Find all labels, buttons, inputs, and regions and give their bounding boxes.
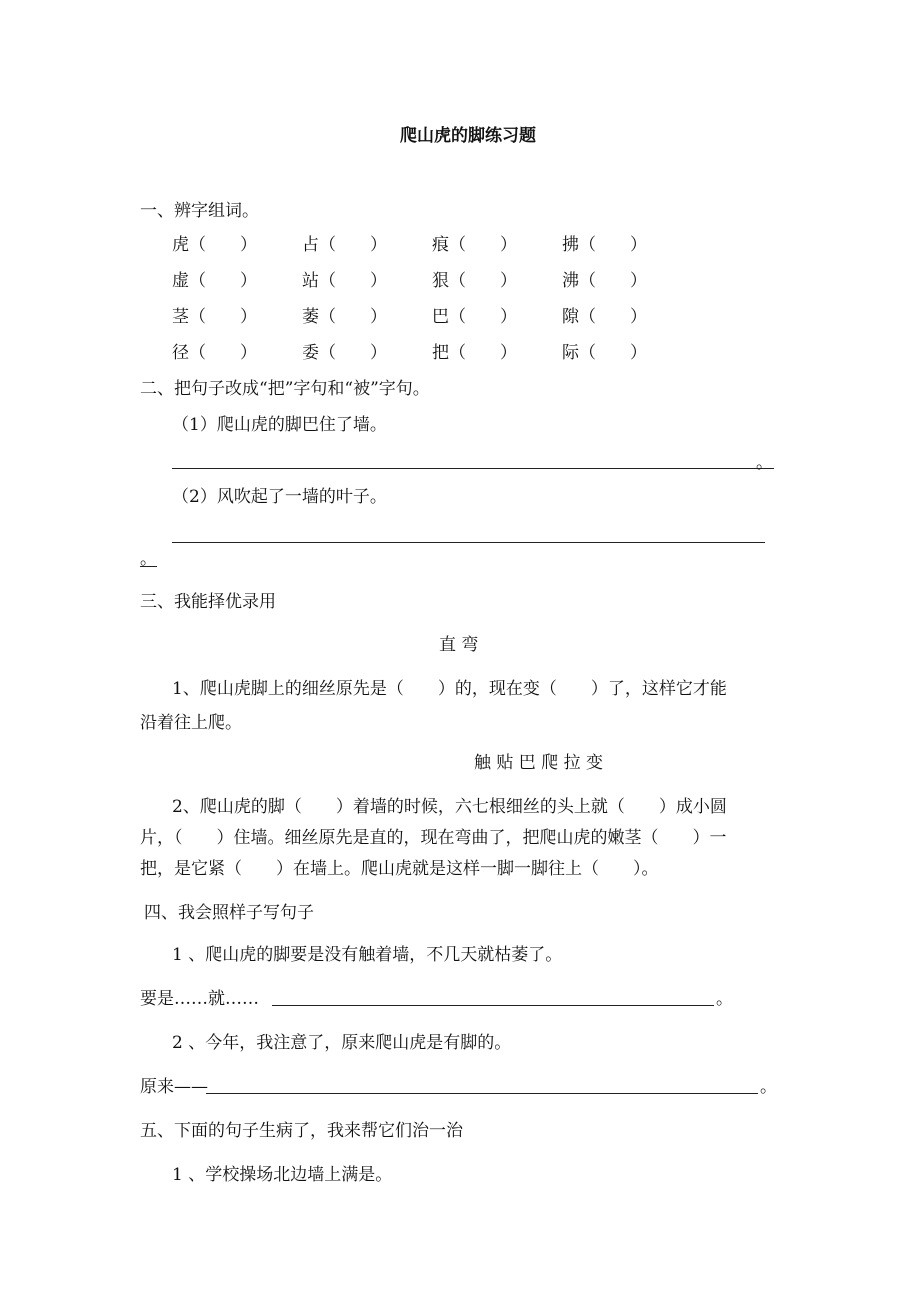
char-cell: 虚（ ） — [172, 271, 257, 291]
page-title: 爬山虎的脚练习题 — [400, 126, 536, 146]
answer-line[interactable] — [272, 1005, 714, 1006]
word-bank-2: 触 贴 巴 爬 拉 变 — [474, 753, 604, 773]
word-bank-1: 直 弯 — [439, 635, 479, 655]
char-cell: 拂（ ） — [562, 235, 647, 255]
answer-line[interactable] — [172, 542, 765, 543]
section3-question-2-cont: 把，是它紧（ ）在墙上。爬山虎就是这样一脚一脚往上（ ）。 — [140, 859, 659, 879]
section4-answer-1-prefix: 要是……就…… — [140, 989, 259, 1009]
section3-question-2-cont: 片，（ ）住墙。细丝原先是直的，现在弯曲了，把爬山虎的嫩茎（ ）一 — [140, 828, 727, 848]
answer-end-mark: 。 — [716, 989, 733, 1009]
char-cell: 虎（ ） — [172, 235, 257, 255]
section2-question-1: （1）爬山虎的脚巴住了墙。 — [172, 415, 387, 435]
char-cell: 萎（ ） — [302, 307, 387, 327]
section5-heading: 五、下面的句子生病了，我来帮它们治一治 — [140, 1121, 463, 1141]
section2-heading: 二、把句子改成“把”字句和“被”字句。 — [140, 379, 430, 399]
answer-end-mark: 。 — [756, 453, 773, 473]
char-cell: 把（ ） — [432, 343, 517, 363]
char-cell: 狠（ ） — [432, 271, 517, 291]
section3-heading: 三、我能择优录用 — [140, 592, 276, 612]
section4-heading: 四、我会照样子写句子 — [144, 903, 314, 923]
char-cell: 径（ ） — [172, 343, 257, 363]
section2-question-2: （2）风吹起了一墙的叶子。 — [172, 487, 387, 507]
section4-question-1: 1 、爬山虎的脚要是没有触着墙，不几天就枯萎了。 — [172, 945, 563, 965]
char-cell: 茎（ ） — [172, 307, 257, 327]
answer-line[interactable] — [140, 566, 157, 567]
section4-answer-2-prefix: 原来—— — [140, 1077, 208, 1097]
section4-question-2: 2 、今年，我注意了，原来爬山虎是有脚的。 — [172, 1033, 512, 1053]
section5-question-1: 1 、学校操场北边墙上满是。 — [172, 1165, 393, 1185]
char-cell: 委（ ） — [302, 343, 387, 363]
char-cell: 站（ ） — [302, 271, 387, 291]
char-cell: 隙（ ） — [562, 307, 647, 327]
answer-end-mark: 。 — [140, 549, 157, 569]
char-cell: 沸（ ） — [562, 271, 647, 291]
answer-end-mark: 。 — [760, 1077, 777, 1097]
section1-heading: 一、辨字组词。 — [140, 201, 259, 221]
answer-line[interactable] — [172, 468, 774, 469]
answer-line[interactable] — [206, 1093, 758, 1094]
char-cell: 巴（ ） — [432, 307, 517, 327]
char-cell: 际（ ） — [562, 343, 647, 363]
section3-question-1-cont: 沿着往上爬。 — [140, 713, 242, 733]
section3-question-1: 1、爬山虎脚上的细丝原先是（ ）的，现在变（ ）了，这样它才能 — [172, 679, 727, 699]
char-cell: 占（ ） — [302, 235, 387, 255]
char-cell: 痕（ ） — [432, 235, 517, 255]
section3-question-2: 2、爬山虎的脚（ ）着墙的时候，六七根细丝的头上就（ ）成小圆 — [172, 797, 727, 817]
